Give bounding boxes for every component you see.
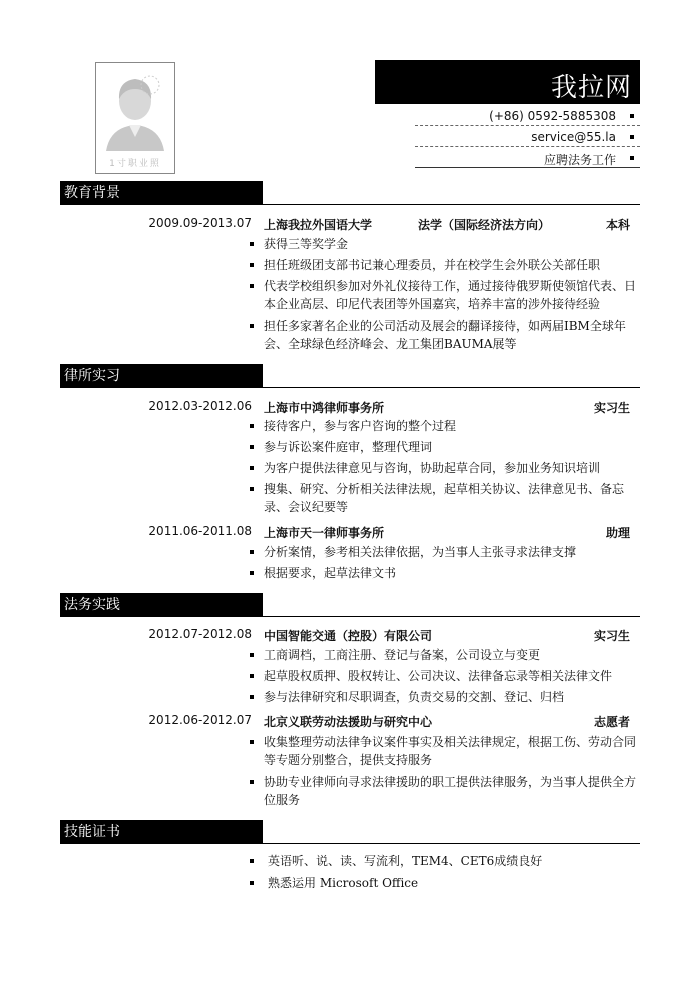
- photo-caption: 1寸职业照: [109, 159, 161, 169]
- section-internship: [60, 364, 640, 388]
- list-item: 参与法律研究和尽职调查，负责交易的交割、登记、归档: [264, 688, 636, 706]
- contact-email: service@55.la: [531, 130, 616, 144]
- list-item: 为客户提供法律意见与咨询，协助起草合同，参加业务知识培训: [264, 459, 636, 477]
- brand-header: [375, 60, 640, 104]
- entry-org: 北京义联劳动法援助与研究中心: [264, 715, 433, 729]
- list-item: 担任班级团支部书记兼心理委员，并在校学生会外联公关部任职: [264, 256, 636, 274]
- list-item: 接待客户，参与客户咨询的整个过程: [264, 417, 636, 435]
- list-item: 担任多家著名企业的公司活动及展会的翻译接待，如两届IBM全球年会、全球绿色经济峰会、龙工集团BAUMA展等: [264, 317, 636, 353]
- entry-date: 2009.09-2013.07: [148, 216, 252, 230]
- section-title: 技能证书: [60, 820, 263, 844]
- entry-role: 实习生: [593, 629, 630, 643]
- entry-org: 上海我拉外国语大学: [264, 218, 373, 232]
- section-practice: [60, 593, 640, 617]
- entry-org: 上海市中鸿律师事务所: [264, 401, 385, 415]
- contact-phone: (+86) 0592-5885308: [489, 109, 616, 123]
- list-item: 起草股权质押、股权转让、公司决议、法律备忘录等相关法律文件: [264, 667, 636, 685]
- list-item: 分析案情，参考相关法律依据，为当事人主张寻求法律支撑: [264, 543, 636, 561]
- job-target: 应聘法务工作: [543, 153, 616, 167]
- entry-role: 助理: [605, 526, 630, 540]
- entry-role: 本科: [605, 218, 630, 232]
- brand-title: 我拉网: [550, 73, 632, 103]
- list-item: 协助专业律师向寻求法律援助的职工提供法律服务，为当事人提供全方位服务: [264, 775, 637, 807]
- contact-phone-row: [415, 106, 640, 126]
- entry-date: 2012.07-2012.08: [148, 627, 252, 641]
- list-item: 收集整理劳动法律争议案件事实及相关法律规定，根据工伤、劳动合同等专题分别整合，提供支持服务: [264, 735, 637, 767]
- entry-role: 实习生: [593, 401, 630, 415]
- contact-email-row: [415, 127, 640, 147]
- list-item: 熟悉运用 Microsoft Office: [268, 874, 640, 892]
- list-item: 参与诉讼案件庭审，整理代理词: [264, 438, 636, 456]
- job-target-row: [415, 148, 640, 168]
- list-item: 工商调档，工商注册、登记与备案，公司设立与变更: [264, 646, 636, 664]
- entry-org: 中国智能交通（控股）有限公司: [264, 629, 433, 643]
- profile-photo: [95, 62, 175, 174]
- section-title: 律所实习: [60, 364, 263, 388]
- section-education: [60, 181, 640, 205]
- entry-role: 志愿者: [593, 715, 630, 729]
- entry-date: 2012.06-2012.07: [148, 713, 252, 727]
- list-item: 根据要求，起草法律文书: [264, 564, 636, 582]
- list-item: 代表学校组织参加对外礼仪接待工作，通过接待俄罗斯使领馆代表、日本企业高层、印尼代表团等外国嘉宾，培养丰富的涉外接待经验: [264, 279, 637, 311]
- section-skills: [60, 820, 640, 844]
- section-title: 法务实践: [60, 593, 263, 617]
- entry-date: 2012.03-2012.06: [148, 399, 252, 413]
- bullet-square-icon: [630, 114, 634, 118]
- section-title: 教育背景: [60, 181, 263, 205]
- bullet-square-icon: [630, 135, 634, 139]
- entry-major: 法学（国际经济法方向）: [418, 218, 551, 232]
- bullet-square-icon: [630, 156, 634, 160]
- entry-date: 2011.06-2011.08: [148, 524, 252, 538]
- list-item: 英语听、说、读、写流利，TEM4、CET6成绩良好: [268, 852, 640, 870]
- list-item: 搜集、研究、分析相关法律法规，起草相关协议、法律意见书、备忘录、会议纪要等: [264, 480, 636, 516]
- entry-org: 上海市天一律师事务所: [264, 526, 385, 540]
- list-item: 获得三等奖学金: [264, 235, 636, 253]
